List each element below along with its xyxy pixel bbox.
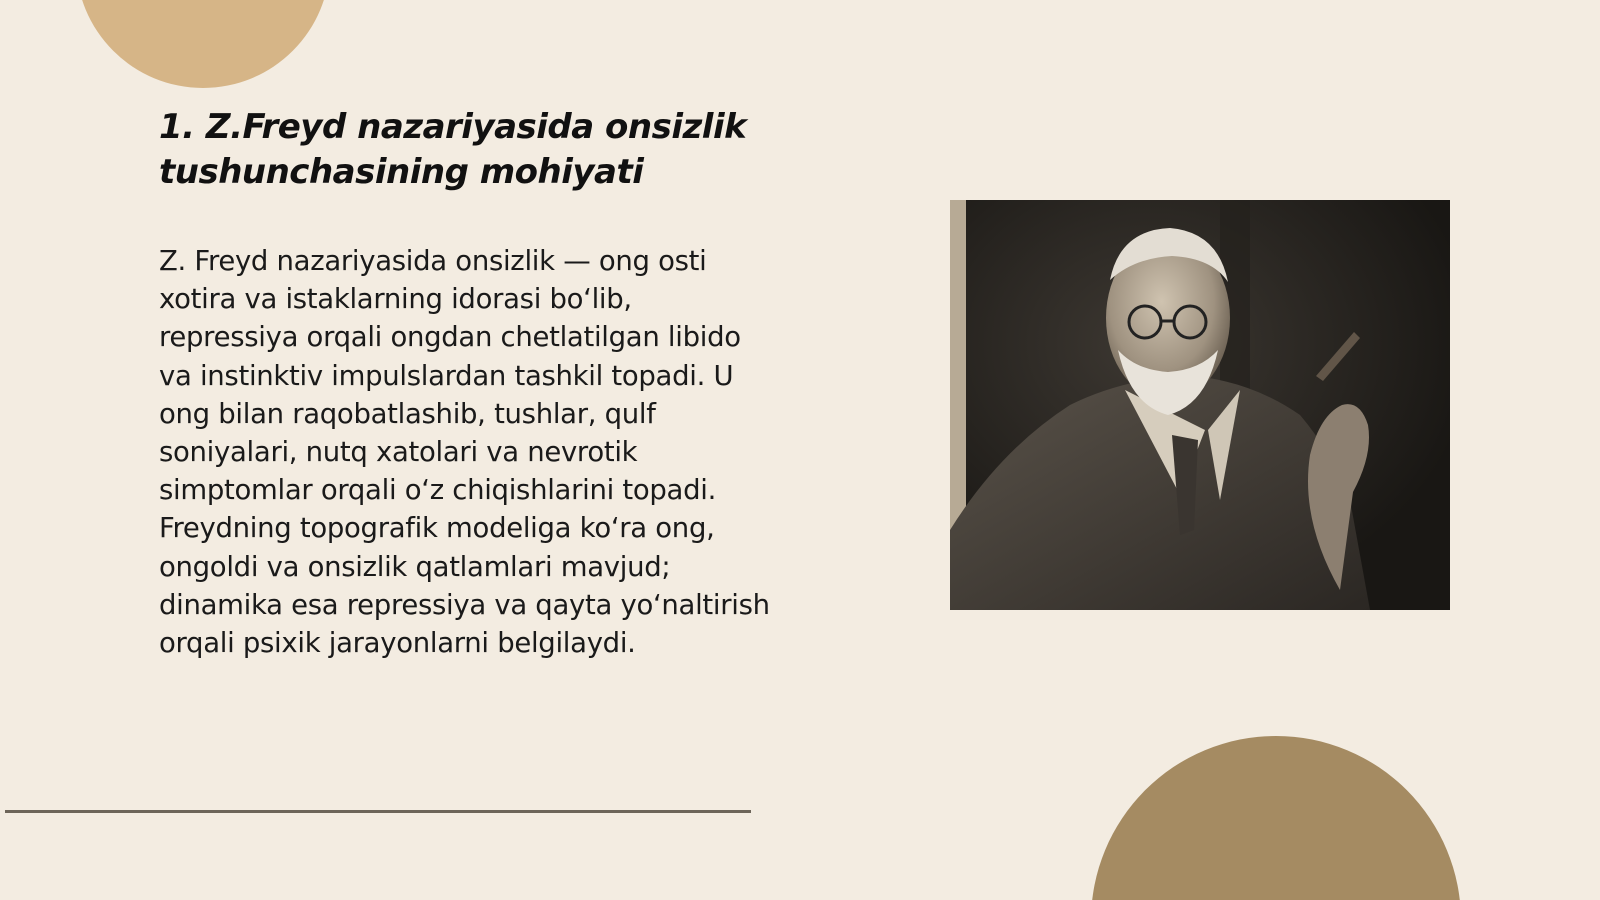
horizontal-divider [5, 810, 751, 813]
slide-title: 1. Z.Freyd nazariyasida onsizlik tushunchasining mohiyati [159, 107, 747, 192]
portrait-photo [950, 200, 1450, 610]
decorative-circle-bottom [1091, 736, 1461, 900]
decorative-circle-top [76, 0, 330, 88]
portrait-illustration [950, 200, 1450, 610]
slide-body-text: Z. Freyd nazariyasida onsizlik — ong osti xotira va istaklarning idorasi bo‘lib, repressiya orqali ongdan chetlatilgan libido va instinktiv impulslardan tashkil topadi. U ong bilan raqobatlashib, tushlar, qulf soniyalari, nutq xatolari va nevrotik simptomlar orqali o‘z chiqishlarini topadi. Freydning topografik modeliga ko‘ra ong, ongoldi va onsizlik qatlamlari mavjud; dinamika esa repressiya va qayta yo‘naltirish orqali psixik jarayonlarni belgilaydi. [159, 245, 770, 660]
